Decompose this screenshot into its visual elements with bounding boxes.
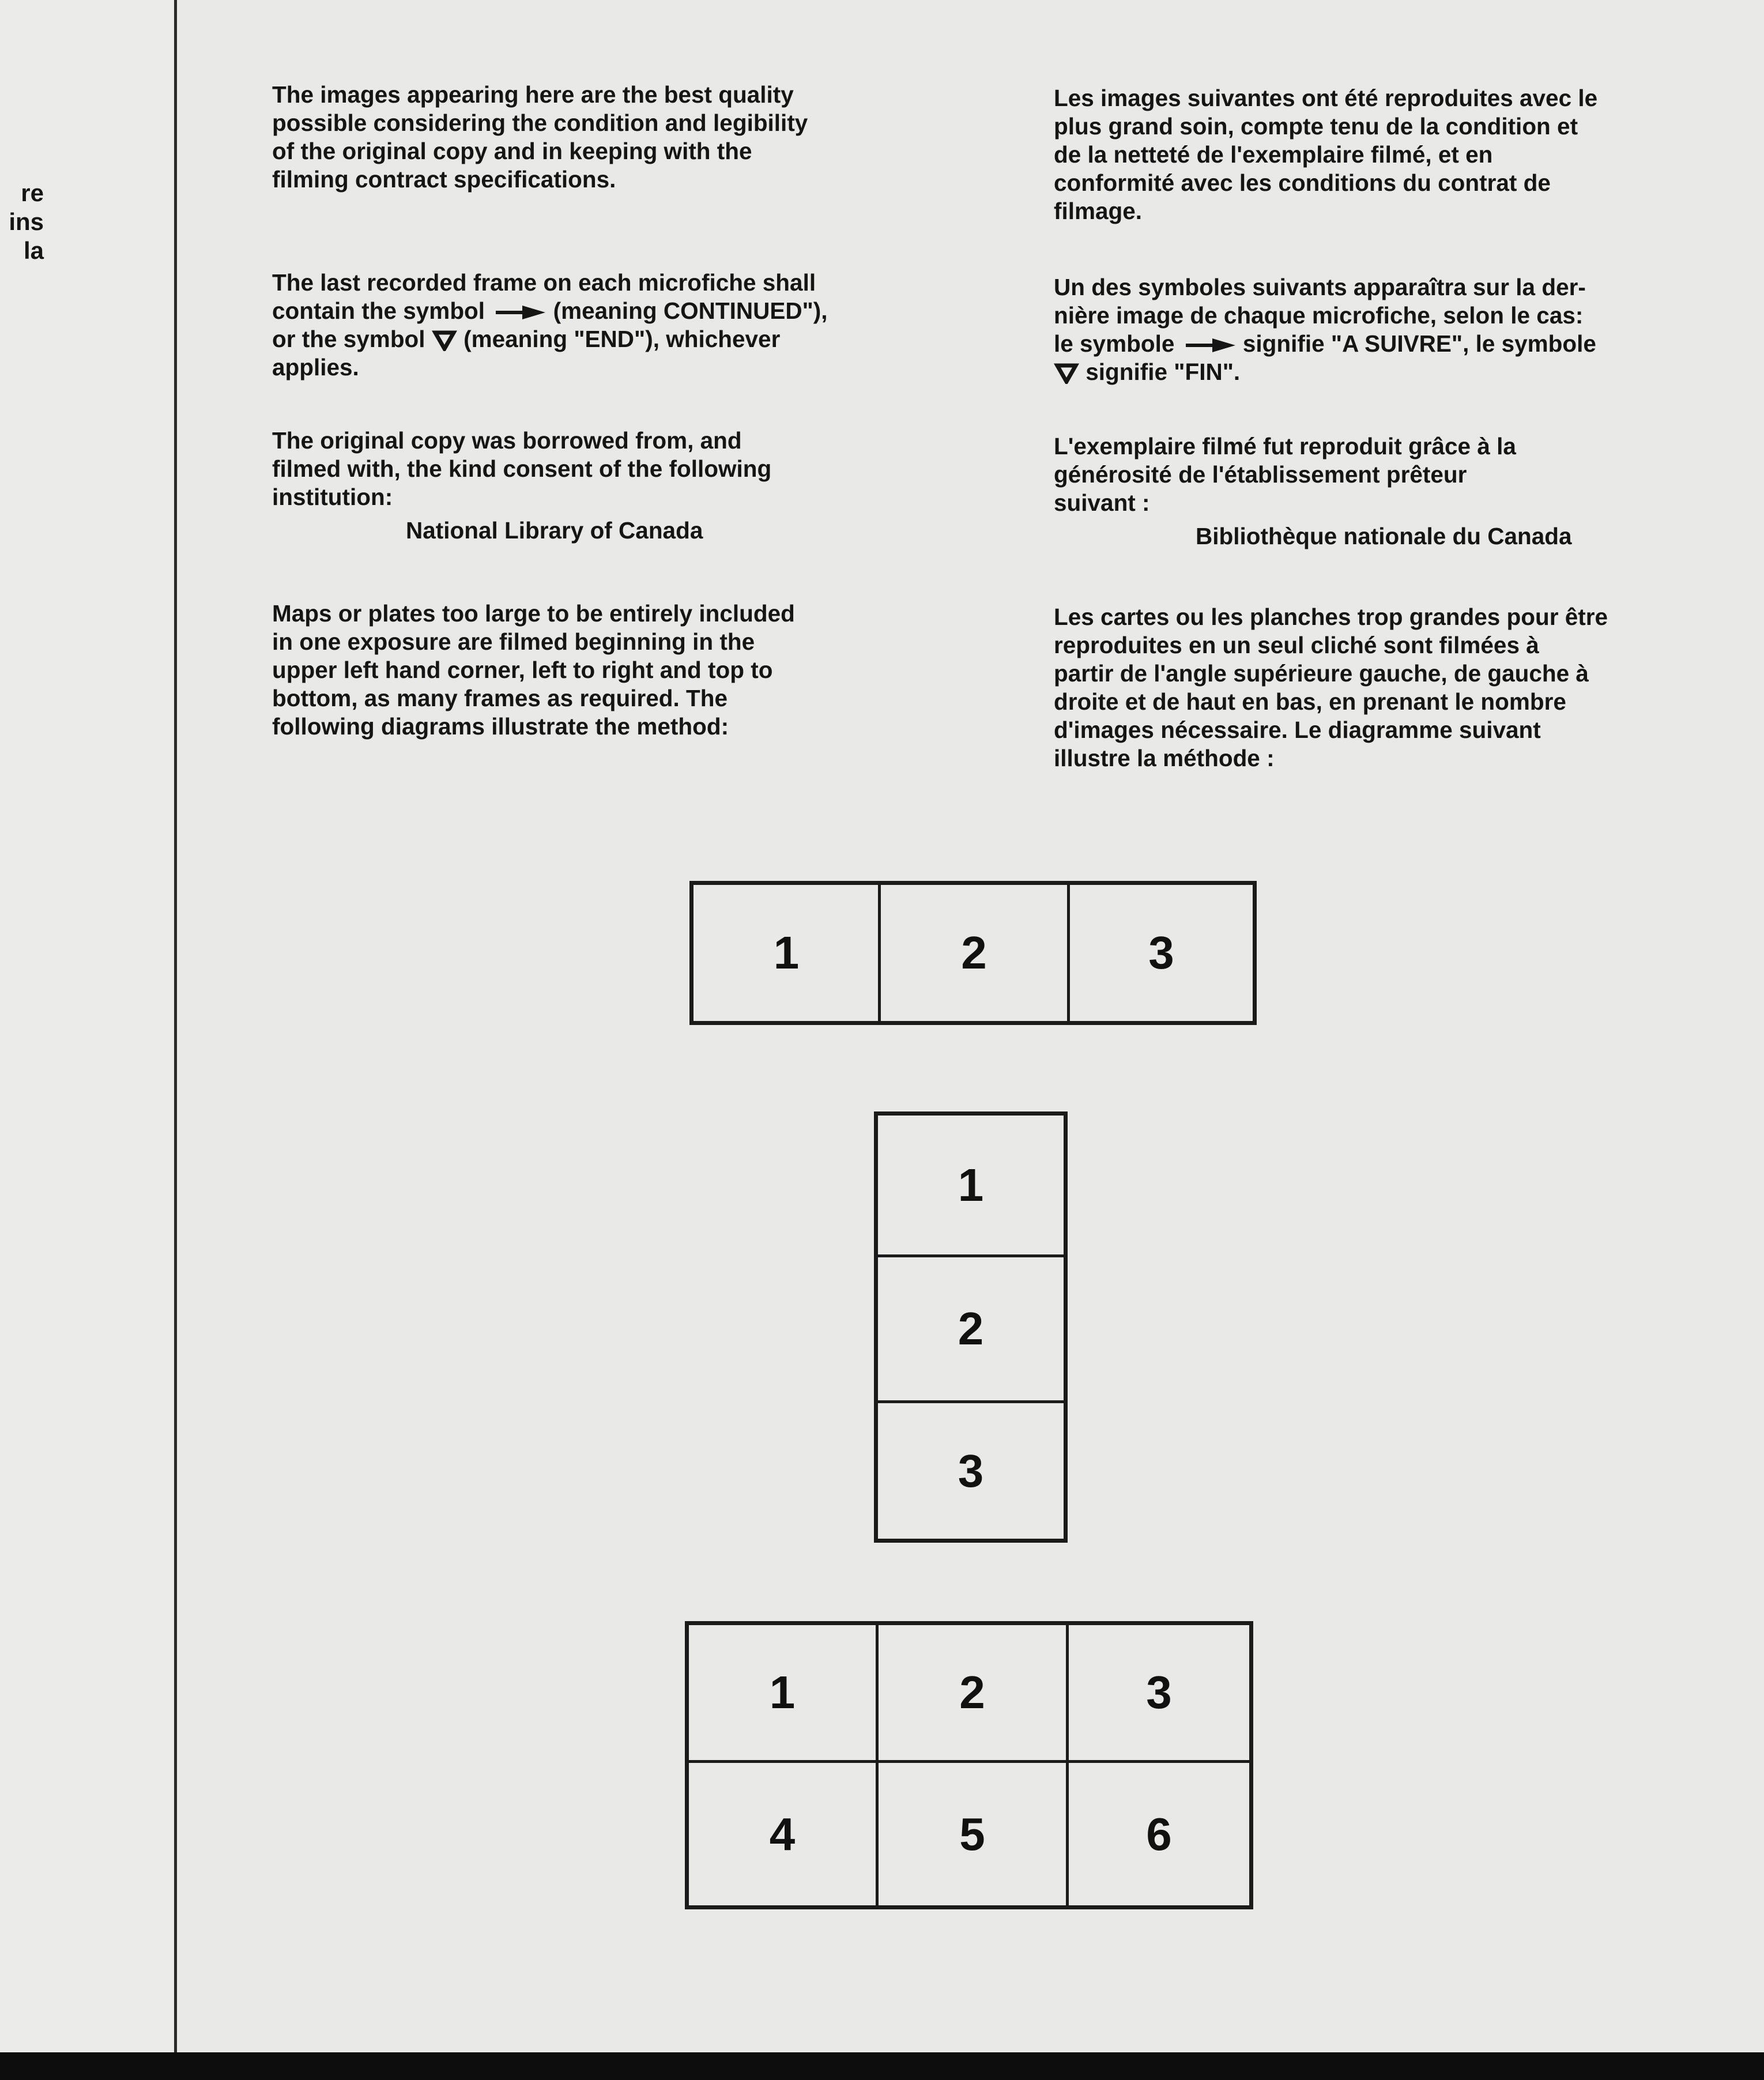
row-diagram	[689, 881, 1257, 1025]
text-line: d'images nécessaire. Le diagramme suivant	[1054, 717, 1541, 743]
frame-number: 2	[961, 927, 987, 978]
frame-number: 2	[959, 1667, 985, 1718]
frame-number: 3	[1146, 1667, 1172, 1718]
text-span: le symbole	[1054, 330, 1175, 357]
frame-number: 4	[769, 1808, 796, 1860]
frame-number: 1	[773, 927, 800, 978]
text-line: possible considering the condition and legibility	[272, 110, 808, 136]
text-line: applies.	[272, 354, 359, 380]
text-line: illustre la méthode :	[1054, 745, 1275, 771]
frame-number: 1	[769, 1667, 796, 1718]
text-line: nière image de chaque microfiche, selon le cas:	[1054, 302, 1584, 329]
text-line	[272, 325, 912, 353]
frame-divider-line	[174, 0, 177, 2052]
text-line: filmed with, the kind consent of the following	[272, 455, 772, 482]
text-span: signifie "FIN".	[1085, 359, 1241, 385]
frame-number: 3	[1148, 927, 1174, 978]
frame-number: 3	[958, 1445, 984, 1497]
grid-diagram	[685, 1621, 1253, 1909]
french-maps-paragraph	[1054, 603, 1711, 773]
frame-number: 1	[958, 1159, 984, 1211]
english-symbols-paragraph	[272, 269, 912, 382]
end-triangle-icon	[432, 330, 457, 351]
text-line: suivant :	[1054, 489, 1150, 516]
text-span: contain the symbol	[272, 297, 485, 324]
frame-number: 2	[958, 1303, 984, 1354]
text-line: droite et de haut en bas, en prenant le nombre	[1054, 688, 1566, 715]
french-symbols-paragraph	[1054, 273, 1711, 386]
text-line: The original copy was borrowed from, and	[272, 427, 742, 454]
text-line: The last recorded frame on each microfiche shall	[272, 269, 816, 296]
text-line: Les images suivantes ont été reproduites avec le	[1054, 85, 1598, 111]
margin-fragment-line: la	[23, 237, 44, 264]
text-span: or the symbol	[272, 326, 425, 352]
suivre-arrow-icon	[1181, 337, 1237, 354]
text-line: upper left hand corner, left to right and top to	[272, 657, 773, 683]
text-line: Les cartes ou les planches trop grandes pour être	[1054, 604, 1608, 630]
english-institution-name: National Library of Canada	[406, 517, 703, 544]
text-line: L'exemplaire filmé fut reproduit grâce à la	[1054, 433, 1516, 459]
margin-text-fragment	[0, 179, 44, 265]
left-margin-strip	[0, 0, 174, 2052]
text-span: (meaning "END"), whichever	[463, 326, 781, 352]
text-line: of the original copy and in keeping with the	[272, 138, 752, 164]
text-line: institution:	[272, 484, 393, 510]
text-line: conformité avec les conditions du contrat de	[1054, 169, 1551, 196]
text-line	[272, 297, 912, 325]
text-line: reproduites en un seul cliché sont filmées à	[1054, 632, 1539, 658]
text-line: The images appearing here are the best quality	[272, 81, 794, 108]
text-line: de la netteté de l'exemplaire filmé, et en	[1054, 141, 1493, 168]
text-line: bottom, as many frames as required. The	[272, 685, 728, 711]
text-line	[1054, 358, 1711, 386]
text-line: Maps or plates too large to be entirely included	[272, 600, 795, 627]
text-span: signifie "A SUIVRE", le symbole	[1242, 330, 1596, 357]
english-quality-paragraph	[272, 81, 912, 194]
column-diagram	[874, 1111, 1068, 1543]
text-line: filming contract specifications.	[272, 166, 616, 193]
text-line: Un des symboles suivants apparaîtra sur la der-	[1054, 274, 1586, 300]
text-line: partir de l'angle supérieure gauche, de gauche à	[1054, 660, 1589, 687]
frame-number: 5	[959, 1808, 985, 1860]
text-line: plus grand soin, compte tenu de la condition et	[1054, 113, 1578, 140]
continued-arrow-icon	[491, 304, 546, 321]
english-maps-paragraph	[272, 600, 912, 741]
margin-fragment-line: re	[21, 179, 44, 206]
film-edge-band	[0, 2052, 1764, 2080]
french-quality-paragraph	[1054, 84, 1711, 225]
english-source-paragraph	[272, 427, 912, 511]
fin-triangle-icon	[1054, 363, 1079, 384]
text-line: following diagrams illustrate the method:	[272, 713, 729, 740]
text-line: générosité de l'établissement prêteur	[1054, 461, 1467, 488]
french-source-paragraph	[1054, 432, 1711, 517]
margin-fragment-line: ins	[9, 208, 44, 235]
text-line: in one exposure are filmed beginning in the	[272, 628, 755, 655]
french-institution-name: Bibliothèque nationale du Canada	[1196, 523, 1572, 549]
frame-number: 6	[1146, 1808, 1172, 1860]
text-line	[1054, 330, 1711, 358]
text-span: (meaning CONTINUED"),	[553, 297, 828, 324]
text-line: filmage.	[1054, 198, 1143, 224]
